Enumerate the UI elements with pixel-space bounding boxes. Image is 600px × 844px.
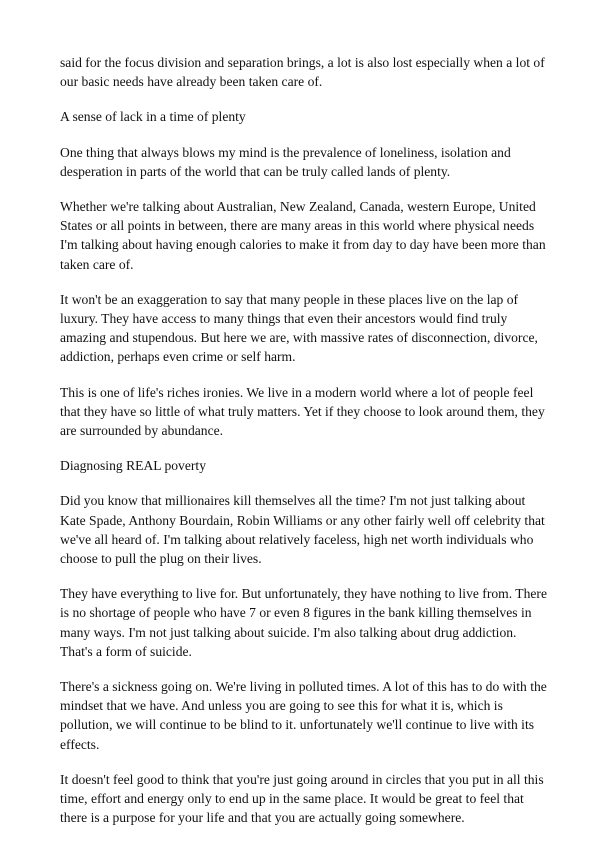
document-body	[60, 53, 550, 844]
section-heading-lack-in-plenty: A sense of lack in a time of plenty	[60, 109, 246, 125]
paragraph: It won't be an exaggeration to say that many people in these places live on the lap of luxury. They have access to many things that even their ancestors would find truly amazing and stupendous. But here we are, with massive rates of disconnection, divorce, addiction, perhaps even crime or self harm.	[60, 291, 538, 365]
section-heading-real-poverty: Diagnosing REAL poverty	[60, 458, 206, 474]
paragraph: Whether we're talking about Australian, New Zealand, Canada, western Europe, United States or all points in between, there are many areas in this world where physical needs I'm talking about having enough calories to make it from day to day have been more than taken care of.	[60, 199, 546, 272]
paragraph: They have everything to live for. But unfortunately, they have nothing to live from. There is no shortage of people who have 7 or even 8 figures in the bank killing themselves in many ways. I'm not just talking about suicide. I'm also talking about drug addiction. That's a form of suicide.	[60, 586, 547, 659]
paragraph: It doesn't feel good to think that you're just going around in circles that you put in all this time, effort and energy only to end up in the same place. It would be great to feel that there is a purpose for your life and that you are actually going somewhere.	[60, 771, 544, 826]
paragraph: There's a sickness going on. We're living in polluted times. A lot of this has to do with the mindset that we have. And unless you are going to see this for what it is, which is pollution, we will continue to be blind to it. unfortunately we'll continue to live with its effects.	[60, 679, 547, 752]
paragraph: Did you know that millionaires kill themselves all the time? I'm not just talking about Kate Spade, Anthony Bourdain, Robin Williams or any other fairly well off celebrity that we've all heard of. I'm talking about relatively faceless, high net worth individuals who choose to pull the plug on their lives.	[60, 493, 545, 567]
paragraph: This is one of life's riches ironies. We live in a modern world where a lot of people feel that they have so little of what truly matters. Yet if they choose to look around them, they are surrounded by abundance.	[60, 384, 545, 439]
paragraph: One thing that always blows my mind is the prevalence of loneliness, isolation and desperation in parts of the world that can be truly called lands of plenty.	[60, 144, 511, 179]
paragraph-continuation: said for the focus division and separation brings, a lot is also lost especially when a lot of our basic needs have already been taken care of.	[60, 55, 545, 90]
